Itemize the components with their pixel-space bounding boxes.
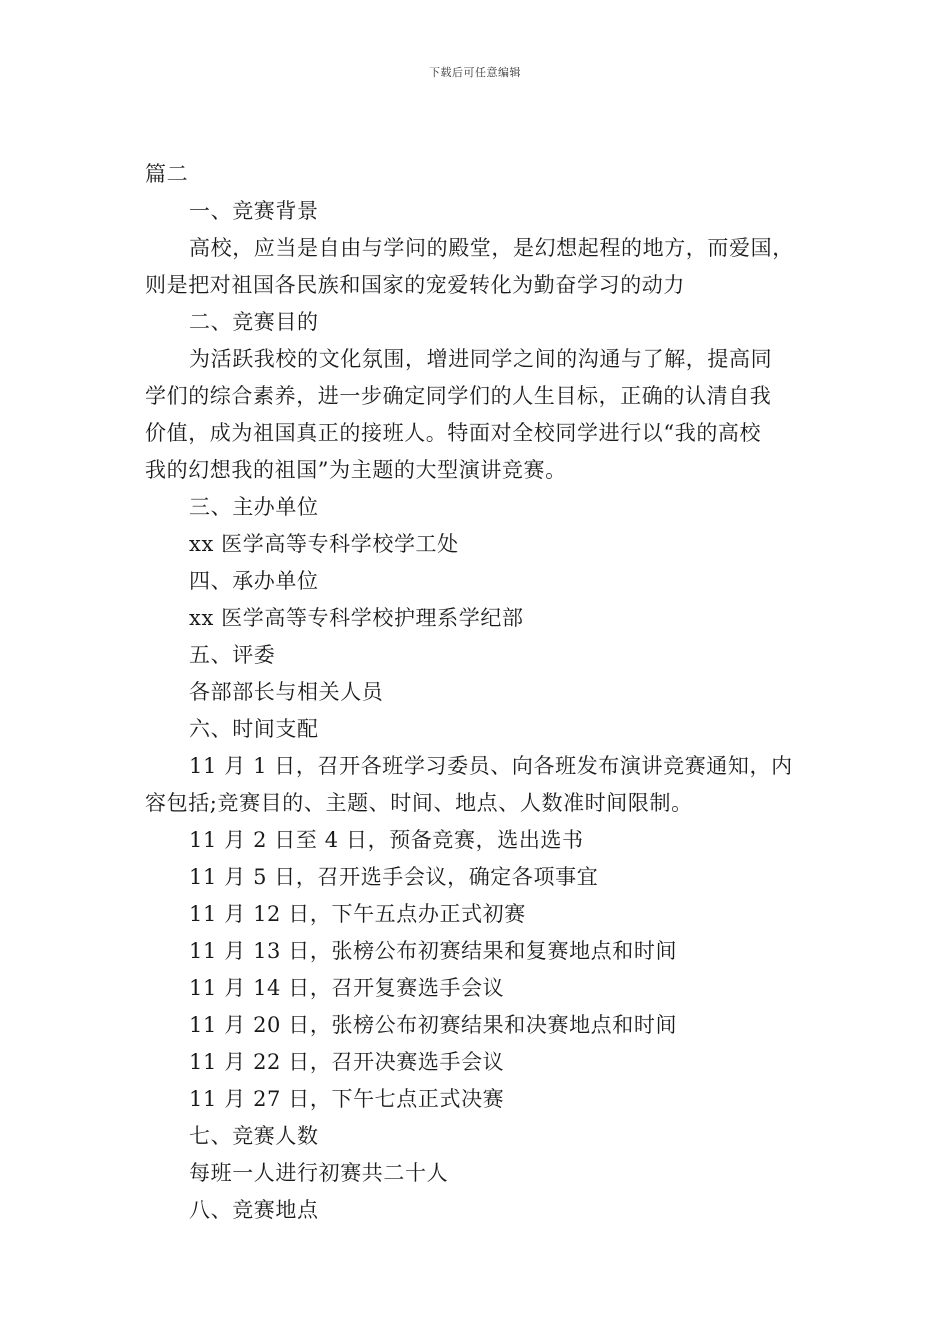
paragraph-line: xx 医学高等专科学校护理系学纪部 bbox=[189, 606, 524, 630]
paragraph-line: 学们的综合素养，进一步确定同学们的人生目标，正确的认清自我 bbox=[145, 384, 772, 408]
paragraph-line: 则是把对祖国各民族和国家的宠爱转化为勤奋学习的动力 bbox=[145, 273, 685, 297]
heading-background: 一、竞赛背景 bbox=[189, 199, 319, 223]
schedule-item: 11 月 12 日，下午五点办正式初赛 bbox=[189, 902, 526, 926]
paragraph-line: 每班一人进行初赛共二十人 bbox=[189, 1161, 449, 1185]
heading-venue: 八、竞赛地点 bbox=[189, 1198, 319, 1222]
heading-organizer: 三、主办单位 bbox=[189, 495, 319, 519]
schedule-item: 11 月 22 日，召开决赛选手会议 bbox=[189, 1050, 505, 1074]
schedule-item: 11 月 27 日，下午七点正式决赛 bbox=[189, 1087, 505, 1111]
paragraph-line: 容包括;竞赛目的、主题、时间、地点、人数准时间限制。 bbox=[145, 791, 693, 815]
schedule-item: 11 月 20 日，张榜公布初赛结果和决赛地点和时间 bbox=[189, 1013, 678, 1037]
paragraph-line: 价值，成为祖国真正的接班人。特面对全校同学进行以“我的高校 bbox=[145, 421, 762, 445]
header-note: 下载后可任意编辑 bbox=[429, 66, 521, 79]
paragraph-line: 各部部长与相关人员 bbox=[189, 680, 384, 704]
schedule-item: 11 月 13 日，张榜公布初赛结果和复赛地点和时间 bbox=[189, 939, 678, 963]
paragraph-line: 为活跃我校的文化氛围，增进同学之间的沟通与了解，提高同 bbox=[189, 347, 773, 371]
schedule-item: 11 月 2 日至 4 日，预备竞赛，选出选书 bbox=[189, 828, 584, 852]
schedule-item: 11 月 1 日，召开各班学习委员、向各班发布演讲竞赛通知，内 bbox=[189, 754, 793, 778]
heading-co-organizer: 四、承办单位 bbox=[189, 569, 319, 593]
paragraph-line: 高校，应当是自由与学问的殿堂，是幻想起程的地方，而爱国， bbox=[189, 236, 794, 260]
schedule-item: 11 月 14 日，召开复赛选手会议 bbox=[189, 976, 505, 1000]
schedule-item: 11 月 5 日，召开选手会议，确定各项事宜 bbox=[189, 865, 599, 889]
document-body bbox=[145, 156, 811, 1229]
heading-judges: 五、评委 bbox=[189, 643, 276, 667]
paragraph-line: 我的幻想我的祖国”为主题的大型演讲竞赛。 bbox=[145, 458, 567, 482]
heading-participants: 七、竞赛人数 bbox=[189, 1124, 319, 1148]
section-title: 篇二 bbox=[145, 162, 189, 186]
heading-purpose: 二、竞赛目的 bbox=[189, 310, 319, 334]
paragraph-line: xx 医学高等专科学校学工处 bbox=[189, 532, 459, 556]
heading-schedule: 六、时间支配 bbox=[189, 717, 319, 741]
